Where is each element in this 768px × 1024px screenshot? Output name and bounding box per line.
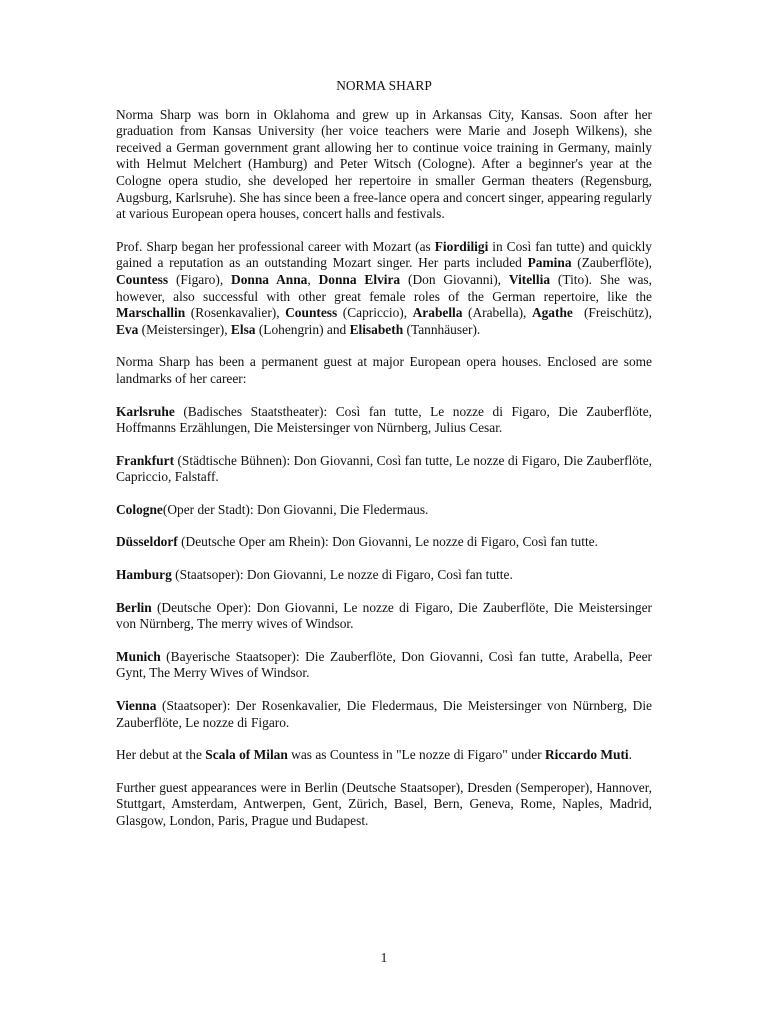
- career-text: (Zauberflöte),: [571, 255, 652, 271]
- scala-venue: Scala of Milan: [205, 747, 288, 763]
- career-text: Prof. Sharp began her professional career with Mozart (as: [116, 238, 435, 254]
- career-text: ,: [307, 271, 319, 287]
- bio-paragraph: Norma Sharp was born in Oklahoma and grew up in Arkansas City, Kansas. Soon after her graduation from Kansas University (her voice teachers were Marie and Joseph Wilkens), she received a German government grant allowing her to continue voice training in Germany, mainly with Helmut Melchert (Hamburg) and Peter Witsch (Cologne). After a beginner's year at the Cologne opera studio, she developed her repertoire in smaller German theaters (Regensburg, Augsburg, Karlsruhe). She has since been a free-lance opera and concert singer, appearing regularly at various European opera houses, concert halls and festivals.: [116, 106, 652, 222]
- document-title: NORMA SHARP: [336, 78, 432, 93]
- venue-paragraph: [116, 567, 652, 584]
- venue-city: Düsseldorf: [116, 534, 178, 550]
- further-appearances-paragraph: Further guest appearances were in Berlin (Deutsche Staatsoper), Dresden (Semperoper), Hannover, Stuttgart, Amsterdam, Antwerpen, Gent, Zürich, Basel, Bern, Geneva, Rome, Naples, Madrid, Glasgow, London, Paris, Prague und Budapest.: [116, 779, 652, 828]
- role-name: Agathe: [531, 305, 573, 321]
- role-name: Pamina: [527, 255, 572, 271]
- career-text: (Arabella),: [462, 305, 532, 321]
- venue-city: Vienna: [116, 698, 157, 714]
- guest-intro-paragraph: Norma Sharp has been a permanent guest at major European opera houses. Enclosed are some landmarks of her career:: [116, 354, 652, 386]
- career-text: (Don Giovanni),: [400, 271, 509, 287]
- role-name: Donna Anna: [231, 271, 308, 287]
- venue-city: Berlin: [116, 599, 152, 615]
- career-text: (Meistersinger),: [138, 321, 231, 337]
- page-number: 1: [380, 950, 388, 965]
- venue-paragraph: [116, 698, 652, 731]
- career-text: in Così fan tutte) and quickly gained a reputation as an outstanding Mozart singer. Her parts included: [116, 238, 652, 271]
- venue-city: Karlsruhe: [116, 403, 175, 419]
- venue-details: (Deutsche Oper): Don Giovanni, Le nozze di Figaro, Die Zauberflöte, Die Meistersinger von Nürnberg, The merry wives of Windsor.: [116, 599, 652, 632]
- career-text: (Freischütz),: [572, 305, 656, 321]
- venue-details: (Badisches Staatstheater): Così fan tutte, Le nozze di Figaro, Die Zauberflöte, Hoffmanns Erzählungen, Die Meistersinger von Nürnberg, Julius Cesar.: [116, 403, 652, 436]
- role-name: Marschallin: [116, 305, 186, 321]
- venue-paragraph: [116, 453, 652, 486]
- scala-text: Her debut at the: [116, 747, 206, 763]
- career-paragraph: [116, 238, 656, 339]
- venue-details: (Deutsche Oper am Rhein): Don Giovanni, Le nozze di Figaro, Così fan tutte.: [177, 534, 598, 550]
- career-text: (Rosenkavalier),: [185, 305, 286, 321]
- scala-text: .: [628, 747, 632, 763]
- role-name: Countess: [285, 305, 338, 321]
- role-name: Fiordiligi: [434, 238, 489, 254]
- venue-details: (Oper der Stadt): Don Giovanni, Die Fledermaus.: [162, 501, 429, 517]
- document-page: [116, 78, 656, 846]
- scala-paragraph: [116, 747, 652, 764]
- venue-city: Frankfurt: [116, 452, 175, 468]
- venue-details: (Staatsoper): Der Rosenkavalier, Die Fledermaus, Die Meistersinger von Nürnberg, Die Zauberflöte, Le nozze di Figaro.: [116, 698, 652, 730]
- scala-text: was as Countess in "Le nozze di Figaro" under: [287, 747, 545, 763]
- venue-details: (Bayerische Staatsoper): Die Zauberflöte, Don Giovanni, Così fan tutte, Arabella, Peer Gynt, The Merry Wives of Windsor.: [116, 648, 652, 681]
- role-name: Vitellia: [508, 271, 551, 287]
- career-text: (Capriccio),: [337, 305, 413, 321]
- venue-paragraph: [116, 502, 652, 519]
- role-name: Countess: [116, 271, 169, 287]
- venue-details: (Staatsoper): Don Giovanni, Le nozze di Figaro, Così fan tutte.: [171, 567, 513, 583]
- career-text: (Tannhäuser).: [403, 321, 481, 337]
- role-name: Arabella: [412, 305, 463, 321]
- venue-paragraph: [116, 649, 652, 682]
- role-name: Elsa: [230, 321, 256, 337]
- venue-paragraph: [116, 404, 652, 437]
- venue-paragraph: [116, 534, 652, 551]
- career-text: (Figaro),: [168, 271, 232, 287]
- venue-details: (Städtische Bühnen): Don Giovanni, Così fan tutte, Le nozze di Figaro, Die Zauberflöte, Capriccio, Falstaff.: [116, 452, 652, 485]
- venue-city: Munich: [116, 648, 161, 664]
- career-text: (Tito). She was, however, also successful with other great female roles of the German repertoire, like the: [116, 271, 652, 304]
- career-text: (Lohengrin) and: [255, 321, 350, 337]
- venue-city: Cologne: [116, 501, 163, 517]
- conductor-name: Riccardo Muti: [544, 747, 629, 763]
- venue-city: Hamburg: [116, 567, 172, 583]
- role-name: Elisabeth: [349, 321, 404, 337]
- venue-paragraph: [116, 600, 652, 633]
- role-name: Eva: [116, 321, 139, 337]
- role-name: Donna Elvira: [318, 271, 401, 287]
